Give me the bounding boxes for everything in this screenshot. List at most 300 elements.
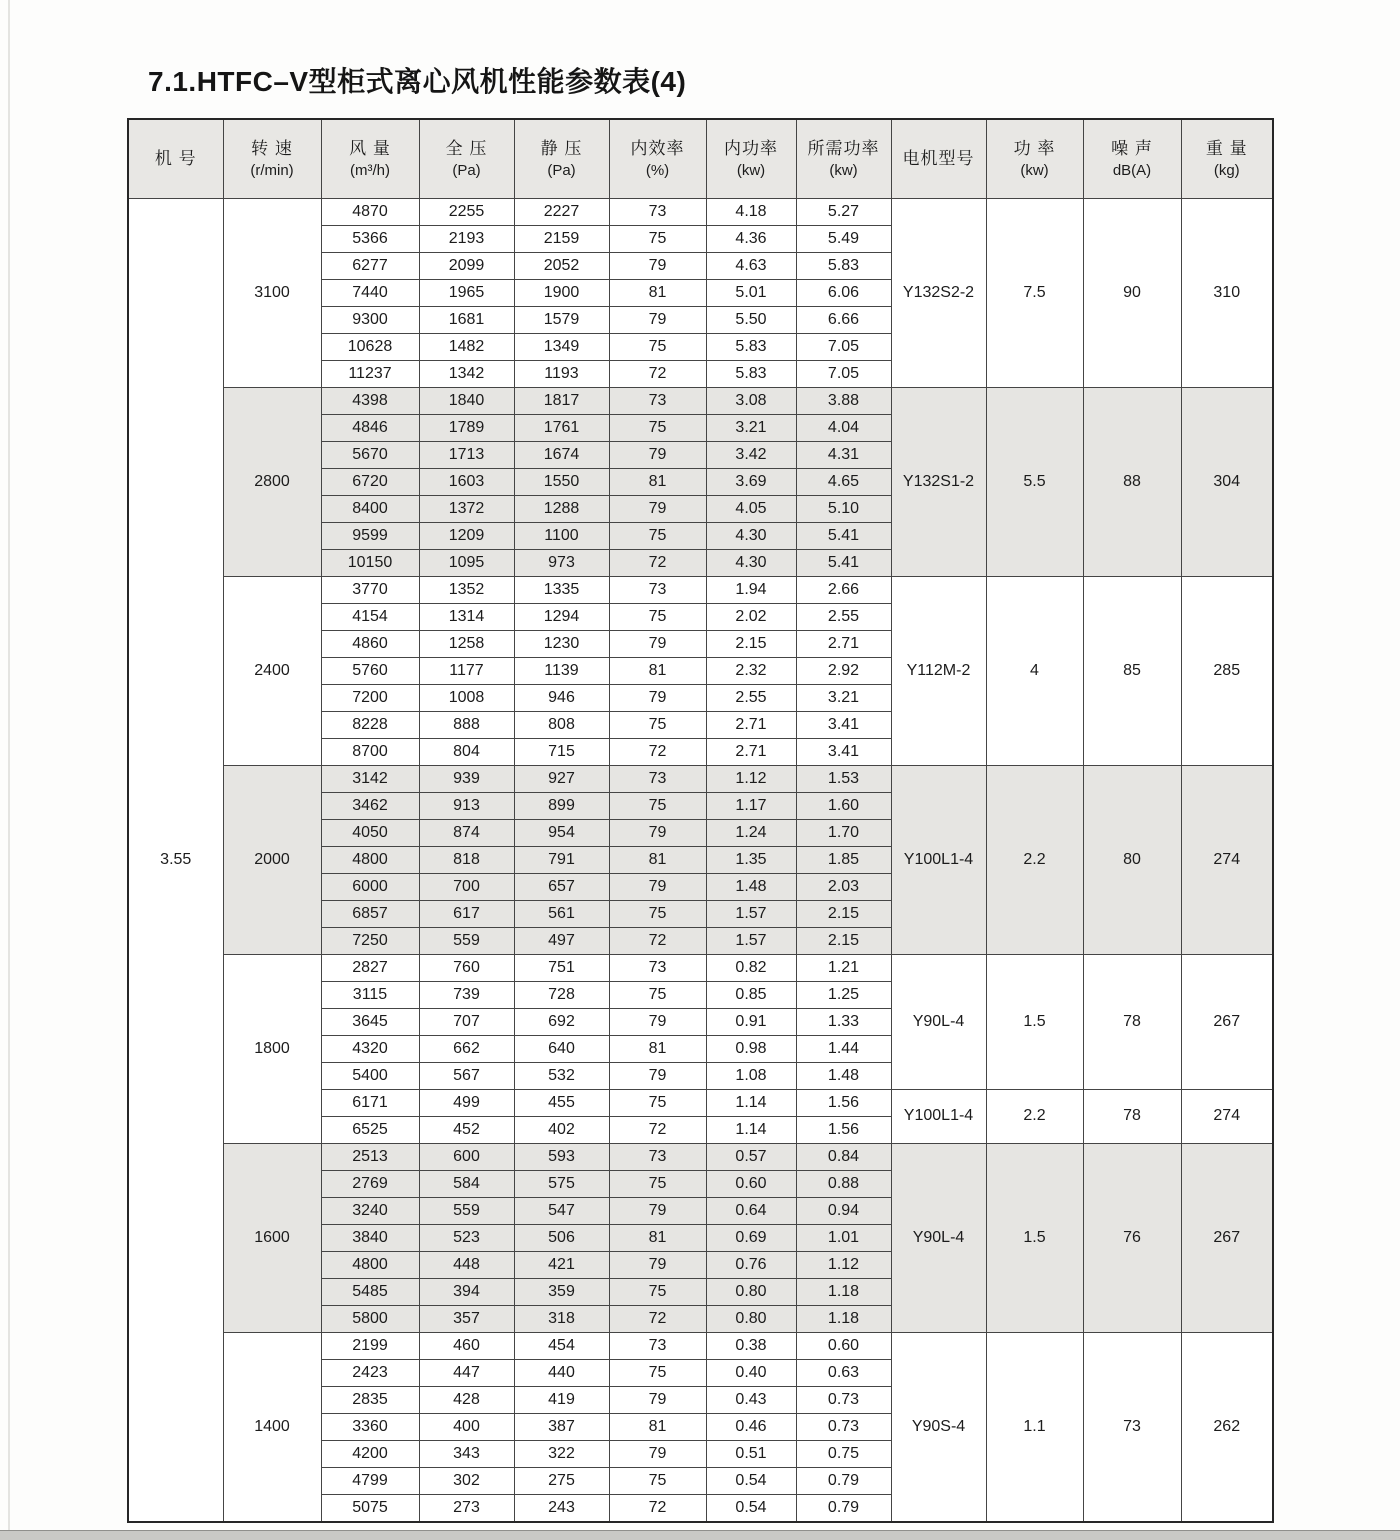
cell-internal-power: 0.40 <box>706 1360 796 1387</box>
column-label: 机 号 <box>154 149 197 169</box>
cell-efficiency: 72 <box>609 550 706 577</box>
cell-internal-power: 1.14 <box>706 1090 796 1117</box>
cell-required-power: 4.04 <box>796 415 891 442</box>
table-row <box>128 1144 1273 1171</box>
cell-airflow: 9599 <box>321 523 419 550</box>
cell-required-power: 5.41 <box>796 523 891 550</box>
cell-static-pressure: 1761 <box>514 415 609 442</box>
cell-airflow: 10150 <box>321 550 419 577</box>
cell-static-pressure: 808 <box>514 712 609 739</box>
cell-internal-power: 0.98 <box>706 1036 796 1063</box>
cell-total-pressure: 600 <box>419 1144 514 1171</box>
cell-total-pressure: 499 <box>419 1090 514 1117</box>
cell-airflow: 4800 <box>321 847 419 874</box>
table-row <box>128 388 1273 415</box>
cell-internal-power: 5.83 <box>706 361 796 388</box>
header-row <box>128 119 1273 199</box>
cell-internal-power: 1.14 <box>706 1117 796 1144</box>
cell-total-pressure: 1372 <box>419 496 514 523</box>
cell-weight: 310 <box>1181 199 1273 388</box>
cell-airflow: 7440 <box>321 280 419 307</box>
cell-total-pressure: 2193 <box>419 226 514 253</box>
cell-efficiency: 72 <box>609 1306 706 1333</box>
cell-efficiency: 73 <box>609 955 706 982</box>
cell-static-pressure: 421 <box>514 1252 609 1279</box>
cell-static-pressure: 561 <box>514 901 609 928</box>
cell-static-pressure: 440 <box>514 1360 609 1387</box>
cell-efficiency: 75 <box>609 1090 706 1117</box>
cell-airflow: 8400 <box>321 496 419 523</box>
cell-total-pressure: 1681 <box>419 307 514 334</box>
cell-efficiency: 75 <box>609 1360 706 1387</box>
cell-efficiency: 81 <box>609 1225 706 1252</box>
cell-required-power: 0.73 <box>796 1414 891 1441</box>
cell-motor-power: 5.5 <box>986 388 1083 577</box>
column-unit: (kg) <box>1213 162 1240 180</box>
cell-internal-power: 0.64 <box>706 1198 796 1225</box>
cell-airflow: 4320 <box>321 1036 419 1063</box>
cell-efficiency: 75 <box>609 226 706 253</box>
cell-required-power: 5.41 <box>796 550 891 577</box>
column-header-motor-model <box>891 119 986 199</box>
cell-static-pressure: 497 <box>514 928 609 955</box>
cell-efficiency: 75 <box>609 1279 706 1306</box>
cell-internal-power: 0.54 <box>706 1495 796 1522</box>
cell-efficiency: 73 <box>609 388 706 415</box>
cell-motor-power: 1.1 <box>986 1333 1083 1522</box>
column-unit: (kw) <box>736 162 766 180</box>
cell-weight: 267 <box>1181 1144 1273 1333</box>
cell-internal-power: 0.80 <box>706 1279 796 1306</box>
cell-internal-power: 3.21 <box>706 415 796 442</box>
cell-static-pressure: 454 <box>514 1333 609 1360</box>
cell-required-power: 3.21 <box>796 685 891 712</box>
cell-motor-power: 1.5 <box>986 1144 1083 1333</box>
cell-airflow: 6720 <box>321 469 419 496</box>
cell-total-pressure: 559 <box>419 1198 514 1225</box>
column-header-required-power <box>796 119 891 199</box>
cell-internal-power: 4.05 <box>706 496 796 523</box>
column-header-static-pressure <box>514 119 609 199</box>
cell-internal-power: 2.02 <box>706 604 796 631</box>
column-unit: (r/min) <box>250 162 294 180</box>
cell-efficiency: 73 <box>609 766 706 793</box>
cell-internal-power: 3.42 <box>706 442 796 469</box>
cell-airflow: 5075 <box>321 1495 419 1522</box>
cell-weight: 274 <box>1181 1090 1273 1144</box>
cell-speed: 2000 <box>223 766 321 955</box>
cell-total-pressure: 2255 <box>419 199 514 226</box>
cell-required-power: 2.15 <box>796 928 891 955</box>
cell-required-power: 1.18 <box>796 1306 891 1333</box>
cell-total-pressure: 273 <box>419 1495 514 1522</box>
cell-internal-power: 0.69 <box>706 1225 796 1252</box>
cell-airflow: 4800 <box>321 1252 419 1279</box>
cell-efficiency: 75 <box>609 604 706 631</box>
cell-efficiency: 79 <box>609 1063 706 1090</box>
cell-required-power: 1.21 <box>796 955 891 982</box>
cell-static-pressure: 318 <box>514 1306 609 1333</box>
cell-internal-power: 1.08 <box>706 1063 796 1090</box>
column-header-noise <box>1083 119 1181 199</box>
cell-motor-power: 7.5 <box>986 199 1083 388</box>
cell-total-pressure: 1095 <box>419 550 514 577</box>
cell-efficiency: 73 <box>609 199 706 226</box>
page-edge-artifact <box>8 0 10 1540</box>
cell-airflow: 5800 <box>321 1306 419 1333</box>
cell-efficiency: 79 <box>609 820 706 847</box>
cell-total-pressure: 874 <box>419 820 514 847</box>
cell-static-pressure: 1349 <box>514 334 609 361</box>
cell-internal-power: 1.12 <box>706 766 796 793</box>
cell-noise: 80 <box>1083 766 1181 955</box>
cell-airflow: 4200 <box>321 1441 419 1468</box>
cell-total-pressure: 1314 <box>419 604 514 631</box>
cell-airflow: 5400 <box>321 1063 419 1090</box>
cell-airflow: 3240 <box>321 1198 419 1225</box>
cell-speed: 1400 <box>223 1333 321 1522</box>
cell-required-power: 1.33 <box>796 1009 891 1036</box>
cell-airflow: 8228 <box>321 712 419 739</box>
cell-required-power: 1.25 <box>796 982 891 1009</box>
cell-airflow: 3645 <box>321 1009 419 1036</box>
cell-total-pressure: 707 <box>419 1009 514 1036</box>
cell-required-power: 1.44 <box>796 1036 891 1063</box>
cell-motor-power: 2.2 <box>986 1090 1083 1144</box>
table-row <box>128 199 1273 226</box>
cell-static-pressure: 359 <box>514 1279 609 1306</box>
cell-efficiency: 72 <box>609 928 706 955</box>
cell-efficiency: 79 <box>609 1441 706 1468</box>
cell-speed: 1600 <box>223 1144 321 1333</box>
cell-internal-power: 1.24 <box>706 820 796 847</box>
cell-airflow: 4799 <box>321 1468 419 1495</box>
cell-weight: 274 <box>1181 766 1273 955</box>
cell-required-power: 0.73 <box>796 1387 891 1414</box>
cell-weight: 262 <box>1181 1333 1273 1522</box>
cell-static-pressure: 1139 <box>514 658 609 685</box>
cell-speed: 3100 <box>223 199 321 388</box>
page-title: 7.1.HTFC–V型柜式离心风机性能参数表(4) <box>148 66 687 97</box>
cell-efficiency: 75 <box>609 712 706 739</box>
cell-airflow: 3770 <box>321 577 419 604</box>
cell-required-power: 3.88 <box>796 388 891 415</box>
cell-efficiency: 79 <box>609 496 706 523</box>
cell-total-pressure: 357 <box>419 1306 514 1333</box>
cell-static-pressure: 1579 <box>514 307 609 334</box>
cell-efficiency: 75 <box>609 1468 706 1495</box>
cell-static-pressure: 791 <box>514 847 609 874</box>
cell-required-power: 1.01 <box>796 1225 891 1252</box>
cell-total-pressure: 662 <box>419 1036 514 1063</box>
cell-noise: 78 <box>1083 955 1181 1090</box>
cell-static-pressure: 973 <box>514 550 609 577</box>
cell-efficiency: 79 <box>609 307 706 334</box>
cell-required-power: 3.41 <box>796 712 891 739</box>
cell-efficiency: 81 <box>609 1036 706 1063</box>
cell-airflow: 2827 <box>321 955 419 982</box>
column-unit: (Pa) <box>547 162 576 180</box>
cell-static-pressure: 1100 <box>514 523 609 550</box>
cell-required-power: 2.66 <box>796 577 891 604</box>
cell-static-pressure: 1550 <box>514 469 609 496</box>
cell-required-power: 1.18 <box>796 1279 891 1306</box>
cell-internal-power: 2.15 <box>706 631 796 658</box>
cell-required-power: 0.63 <box>796 1360 891 1387</box>
cell-airflow: 6525 <box>321 1117 419 1144</box>
cell-airflow: 8700 <box>321 739 419 766</box>
cell-total-pressure: 818 <box>419 847 514 874</box>
cell-total-pressure: 302 <box>419 1468 514 1495</box>
cell-airflow: 3142 <box>321 766 419 793</box>
cell-airflow: 4398 <box>321 388 419 415</box>
cell-static-pressure: 1288 <box>514 496 609 523</box>
cell-motor-model: Y100L1-4 <box>891 766 986 955</box>
cell-total-pressure: 1713 <box>419 442 514 469</box>
cell-total-pressure: 939 <box>419 766 514 793</box>
column-unit: dB(A) <box>1112 162 1152 180</box>
cell-internal-power: 0.43 <box>706 1387 796 1414</box>
cell-weight: 304 <box>1181 388 1273 577</box>
column-header-efficiency <box>609 119 706 199</box>
cell-airflow: 9300 <box>321 307 419 334</box>
cell-required-power: 1.60 <box>796 793 891 820</box>
cell-efficiency: 81 <box>609 1414 706 1441</box>
cell-static-pressure: 275 <box>514 1468 609 1495</box>
cell-efficiency: 81 <box>609 847 706 874</box>
column-label: 功 率 <box>1013 138 1056 158</box>
cell-efficiency: 75 <box>609 793 706 820</box>
cell-total-pressure: 760 <box>419 955 514 982</box>
cell-noise: 90 <box>1083 199 1181 388</box>
cell-noise: 85 <box>1083 577 1181 766</box>
cell-airflow: 2423 <box>321 1360 419 1387</box>
cell-efficiency: 79 <box>609 1387 706 1414</box>
column-header-motor-power <box>986 119 1083 199</box>
cell-static-pressure: 1674 <box>514 442 609 469</box>
cell-total-pressure: 559 <box>419 928 514 955</box>
cell-total-pressure: 1177 <box>419 658 514 685</box>
cell-airflow: 6857 <box>321 901 419 928</box>
cell-static-pressure: 692 <box>514 1009 609 1036</box>
cell-total-pressure: 394 <box>419 1279 514 1306</box>
cell-static-pressure: 899 <box>514 793 609 820</box>
cell-total-pressure: 617 <box>419 901 514 928</box>
fan-performance-table <box>127 118 1274 1523</box>
cell-internal-power: 5.50 <box>706 307 796 334</box>
cell-total-pressure: 913 <box>419 793 514 820</box>
cell-static-pressure: 715 <box>514 739 609 766</box>
cell-total-pressure: 1603 <box>419 469 514 496</box>
cell-required-power: 2.03 <box>796 874 891 901</box>
cell-efficiency: 72 <box>609 361 706 388</box>
cell-required-power: 1.56 <box>796 1090 891 1117</box>
cell-efficiency: 79 <box>609 685 706 712</box>
cell-static-pressure: 322 <box>514 1441 609 1468</box>
cell-noise: 88 <box>1083 388 1181 577</box>
cell-internal-power: 0.46 <box>706 1414 796 1441</box>
cell-total-pressure: 428 <box>419 1387 514 1414</box>
cell-motor-model: Y90S-4 <box>891 1333 986 1522</box>
column-label: 内功率 <box>724 138 778 158</box>
column-label: 重 量 <box>1205 138 1248 158</box>
cell-required-power: 4.65 <box>796 469 891 496</box>
column-label: 风 量 <box>349 138 391 158</box>
cell-total-pressure: 460 <box>419 1333 514 1360</box>
cell-noise: 76 <box>1083 1144 1181 1333</box>
cell-efficiency: 81 <box>609 658 706 685</box>
cell-static-pressure: 547 <box>514 1198 609 1225</box>
cell-motor-power: 2.2 <box>986 766 1083 955</box>
cell-motor-model: Y132S2-2 <box>891 199 986 388</box>
cell-total-pressure: 1840 <box>419 388 514 415</box>
cell-speed: 1800 <box>223 955 321 1144</box>
cell-airflow: 4860 <box>321 631 419 658</box>
cell-airflow: 7250 <box>321 928 419 955</box>
table-row <box>128 955 1273 982</box>
cell-efficiency: 79 <box>609 1009 706 1036</box>
cell-required-power: 5.49 <box>796 226 891 253</box>
cell-static-pressure: 728 <box>514 982 609 1009</box>
cell-efficiency: 75 <box>609 901 706 928</box>
cell-efficiency: 81 <box>609 469 706 496</box>
cell-required-power: 1.12 <box>796 1252 891 1279</box>
cell-required-power: 2.15 <box>796 901 891 928</box>
cell-internal-power: 2.32 <box>706 658 796 685</box>
cell-internal-power: 0.57 <box>706 1144 796 1171</box>
cell-total-pressure: 584 <box>419 1171 514 1198</box>
column-unit: (m³/h) <box>350 162 390 180</box>
cell-airflow: 5670 <box>321 442 419 469</box>
table-body <box>128 199 1273 1522</box>
cell-internal-power: 0.60 <box>706 1171 796 1198</box>
cell-airflow: 2513 <box>321 1144 419 1171</box>
cell-efficiency: 81 <box>609 280 706 307</box>
cell-total-pressure: 1342 <box>419 361 514 388</box>
cell-weight: 267 <box>1181 955 1273 1090</box>
cell-static-pressure: 1230 <box>514 631 609 658</box>
column-header-airflow <box>321 119 419 199</box>
cell-required-power: 5.27 <box>796 199 891 226</box>
cell-motor-model: Y90L-4 <box>891 955 986 1090</box>
cell-efficiency: 73 <box>609 1333 706 1360</box>
cell-airflow: 3360 <box>321 1414 419 1441</box>
cell-static-pressure: 2052 <box>514 253 609 280</box>
column-header-internal-power <box>706 119 796 199</box>
cell-efficiency: 72 <box>609 739 706 766</box>
column-header-weight <box>1181 119 1273 199</box>
cell-static-pressure: 1294 <box>514 604 609 631</box>
column-header-speed <box>223 119 321 199</box>
cell-static-pressure: 575 <box>514 1171 609 1198</box>
column-label: 噪 声 <box>1111 138 1153 158</box>
cell-airflow: 6000 <box>321 874 419 901</box>
cell-total-pressure: 739 <box>419 982 514 1009</box>
column-unit: (%) <box>645 162 670 180</box>
column-label: 所需功率 <box>807 138 880 158</box>
cell-static-pressure: 1900 <box>514 280 609 307</box>
cell-efficiency: 75 <box>609 523 706 550</box>
cell-total-pressure: 567 <box>419 1063 514 1090</box>
cell-internal-power: 4.30 <box>706 550 796 577</box>
cell-efficiency: 79 <box>609 442 706 469</box>
cell-efficiency: 79 <box>609 1198 706 1225</box>
cell-required-power: 6.06 <box>796 280 891 307</box>
column-label: 全 压 <box>445 138 488 158</box>
column-label: 内效率 <box>630 138 685 158</box>
cell-required-power: 3.41 <box>796 739 891 766</box>
cell-internal-power: 4.36 <box>706 226 796 253</box>
cell-airflow: 6277 <box>321 253 419 280</box>
cell-internal-power: 3.69 <box>706 469 796 496</box>
cell-total-pressure: 1352 <box>419 577 514 604</box>
cell-airflow: 7200 <box>321 685 419 712</box>
cell-static-pressure: 2227 <box>514 199 609 226</box>
cell-airflow: 2199 <box>321 1333 419 1360</box>
cell-required-power: 5.83 <box>796 253 891 280</box>
cell-static-pressure: 1817 <box>514 388 609 415</box>
cell-required-power: 1.56 <box>796 1117 891 1144</box>
cell-total-pressure: 343 <box>419 1441 514 1468</box>
cell-static-pressure: 419 <box>514 1387 609 1414</box>
table-row <box>128 577 1273 604</box>
cell-required-power: 5.10 <box>796 496 891 523</box>
cell-required-power: 0.94 <box>796 1198 891 1225</box>
cell-total-pressure: 448 <box>419 1252 514 1279</box>
cell-static-pressure: 243 <box>514 1495 609 1522</box>
cell-efficiency: 79 <box>609 253 706 280</box>
cell-internal-power: 5.83 <box>706 334 796 361</box>
cell-required-power: 2.71 <box>796 631 891 658</box>
cell-static-pressure: 2159 <box>514 226 609 253</box>
cell-static-pressure: 927 <box>514 766 609 793</box>
cell-motor-model: Y100L1-4 <box>891 1090 986 1144</box>
cell-internal-power: 4.63 <box>706 253 796 280</box>
column-unit: (kw) <box>829 162 858 180</box>
cell-static-pressure: 387 <box>514 1414 609 1441</box>
cell-total-pressure: 1965 <box>419 280 514 307</box>
cell-required-power: 0.84 <box>796 1144 891 1171</box>
cell-static-pressure: 1193 <box>514 361 609 388</box>
cell-airflow: 4846 <box>321 415 419 442</box>
cell-required-power: 0.79 <box>796 1468 891 1495</box>
cell-static-pressure: 946 <box>514 685 609 712</box>
cell-motor-power: 4 <box>986 577 1083 766</box>
cell-internal-power: 0.38 <box>706 1333 796 1360</box>
cell-internal-power: 0.76 <box>706 1252 796 1279</box>
cell-weight: 285 <box>1181 577 1273 766</box>
cell-internal-power: 2.55 <box>706 685 796 712</box>
cell-internal-power: 1.57 <box>706 901 796 928</box>
cell-static-pressure: 593 <box>514 1144 609 1171</box>
cell-internal-power: 4.18 <box>706 199 796 226</box>
cell-efficiency: 72 <box>609 1117 706 1144</box>
cell-static-pressure: 657 <box>514 874 609 901</box>
cell-static-pressure: 640 <box>514 1036 609 1063</box>
cell-airflow: 3462 <box>321 793 419 820</box>
cell-required-power: 0.79 <box>796 1495 891 1522</box>
cell-required-power: 1.53 <box>796 766 891 793</box>
cell-efficiency: 75 <box>609 982 706 1009</box>
cell-airflow: 4870 <box>321 199 419 226</box>
column-header-total-pressure <box>419 119 514 199</box>
cell-airflow: 11237 <box>321 361 419 388</box>
cell-required-power: 0.88 <box>796 1171 891 1198</box>
cell-total-pressure: 1209 <box>419 523 514 550</box>
table-header <box>128 119 1273 199</box>
cell-total-pressure: 1258 <box>419 631 514 658</box>
cell-total-pressure: 1482 <box>419 334 514 361</box>
